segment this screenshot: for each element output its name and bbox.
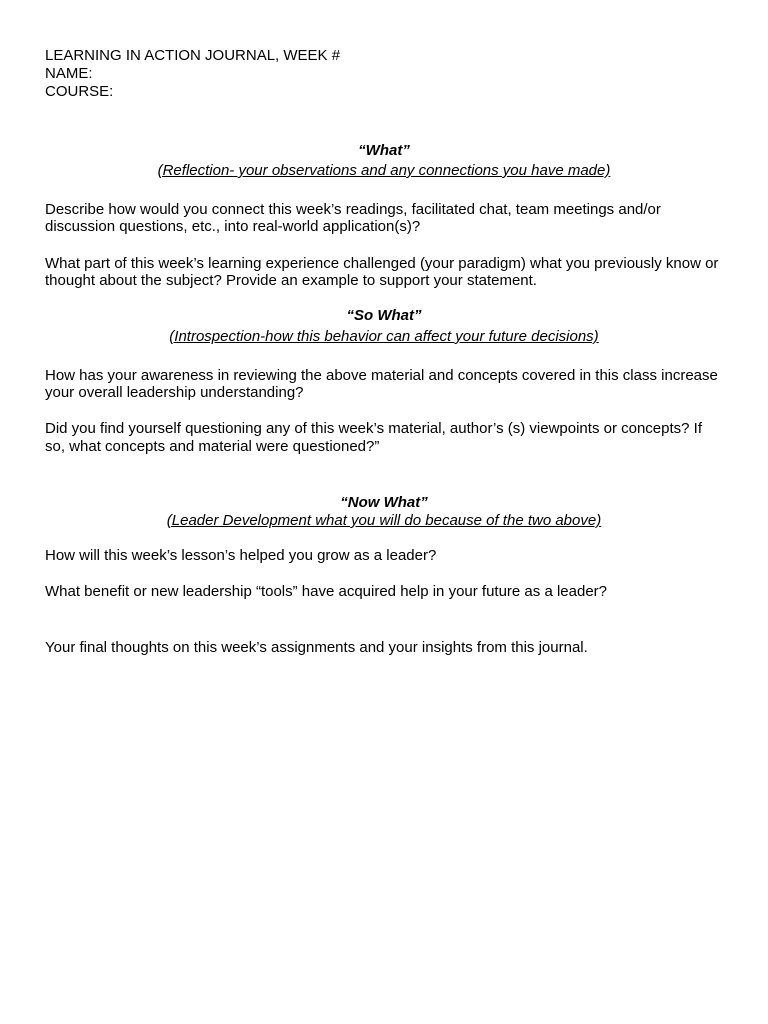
question-text: Describe how would you connect this week’s readings, facilitated chat, team meetings and/or [45,201,661,218]
section-heading-so-what: “So What” [346,307,422,324]
question-text: How will this week’s lesson’s helped you grow as a leader? [45,547,437,564]
section-subheading-what: (Reflection- your observations and any connections you have made) [157,162,611,179]
final-prompt: Your final thoughts on this week’s assignments and your insights from this journal. [45,639,588,656]
section-subheading-now-what: (Leader Development what you will do because of the two above) [166,512,602,529]
question-text: your overall leadership understanding? [45,384,304,401]
question-text: What part of this week’s learning experience challenged (your paradigm) what you previously know or [45,255,719,272]
question-text: discussion questions, etc., into real-world application(s)? [45,218,421,235]
section-heading-now-what: “Now What” [340,494,428,511]
journal-title: LEARNING IN ACTION JOURNAL, WEEK # [45,47,341,64]
question-text: Did you find yourself questioning any of this week’s material, author’s (s) viewpoints or concepts? If [45,420,702,437]
course-label: COURSE: [45,83,114,100]
question-text: What benefit or new leadership “tools” have acquired help in your future as a leader? [45,583,607,600]
question-text: so, what concepts and material were questioned?” [45,438,380,455]
question-text: How has your awareness in reviewing the above material and concepts covered in this class increase [45,367,718,384]
section-heading-what: “What” [358,142,410,159]
question-text: thought about the subject? Provide an example to support your statement. [45,272,537,289]
name-label: NAME: [45,65,93,82]
section-subheading-so-what: (Introspection-how this behavior can affect your future decisions) [169,328,599,345]
